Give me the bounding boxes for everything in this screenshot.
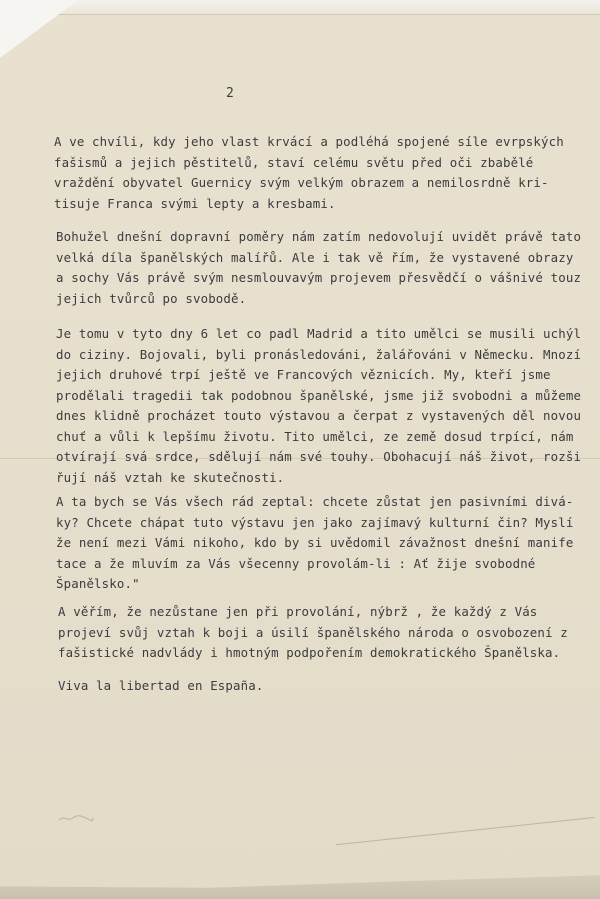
text-line: otvírají svá srdce, sdělují nám své touhy. Obohacují náš život, rozši — [56, 449, 582, 464]
text-line: Je tomu v tyto dny 6 let co padl Madrid a tito umělci se musili uchýl — [56, 326, 582, 341]
top-paper-edge — [0, 0, 600, 15]
text-line: řují náš vztah ke skutečnosti. — [56, 469, 285, 485]
text-line: prodělali tragedii tak podobnou španělské, jsme již svobodni a můžeme — [56, 387, 582, 403]
text-line: fašismů a jejich pěstitelů, staví celému světu před oči zbabělé — [54, 154, 534, 170]
text-line: Bohužel dnešní dopravní poměry nám zatím nedovolují uvidět právě tato — [56, 229, 582, 244]
text-line: A ta bych se Vás všech rád zeptal: chcete zůstat jen pasivními divá- — [56, 494, 574, 509]
paper-curl — [336, 817, 599, 885]
text-line: projeví svůj vztah k boji a úsilí španělského národa o osvobození z — [58, 624, 568, 640]
paragraph-3 — [0, 324, 600, 488]
paragraph-4 — [0, 492, 600, 595]
text-line: velká díla španělských malířů. Ale i tak vě řím, že vystavené obrazy — [56, 249, 574, 265]
text-line: jejich tvůrců po svobodě. — [56, 290, 247, 306]
page-number: 2 — [226, 86, 234, 101]
text-line: tisuje Franca svými lepty a kresbami. — [54, 195, 336, 211]
text-line: Španělsko." — [56, 576, 140, 591]
text-line: jejich druhové trpí ještě ve Francových věznicích. My, kteří jsme — [56, 367, 551, 382]
bottom-paper-edge — [0, 871, 600, 899]
text-line: tace a že mluvím za Vás všecenny provolám-li : Ať žije svobodné — [56, 555, 536, 571]
text-line: a sochy Vás právě svým nesmlouvavým projevem přesvědčí o vášnivé touz — [56, 270, 582, 285]
paragraph-1 — [0, 132, 600, 214]
text-line: Viva la libertad en España. — [58, 678, 264, 693]
faint-pencil-mark — [58, 812, 94, 824]
text-line: ky? Chcete chápat tuto výstavu jen jako zajímavý kulturní čin? Myslí — [56, 514, 574, 530]
paragraph-6 — [0, 676, 600, 697]
text-line: A věřím, že nezůstane jen při provolání, nýbrž , že každý z Vás — [58, 604, 538, 619]
text-line: dnes klidně procházet touto výstavou a čerpat z vystavených děl novou — [56, 408, 582, 423]
paragraph-5 — [0, 602, 600, 664]
paragraph-2 — [0, 227, 600, 309]
text-line: chuť a vůli k lepšímu životu. Tito umělci, ze země dosud trpící, nám — [56, 428, 574, 444]
text-line: do ciziny. Bojovali, byli pronásledováni, žalářováni v Německu. Mnozí — [56, 346, 582, 362]
text-line: A ve chvíli, kdy jeho vlast krvácí a podléhá spojené síle evrpských — [54, 134, 564, 149]
text-line: fašistické nadvlády i hmotným podpořením demokratického Španělska. — [58, 645, 561, 660]
text-line: že není mezi Vámi nikoho, kdo by si uvědomil závažnost dnešní manife — [56, 535, 574, 550]
text-line: vraždění obyvatel Guernicy svým velkým obrazem a nemilosrdně kri- — [54, 175, 549, 190]
